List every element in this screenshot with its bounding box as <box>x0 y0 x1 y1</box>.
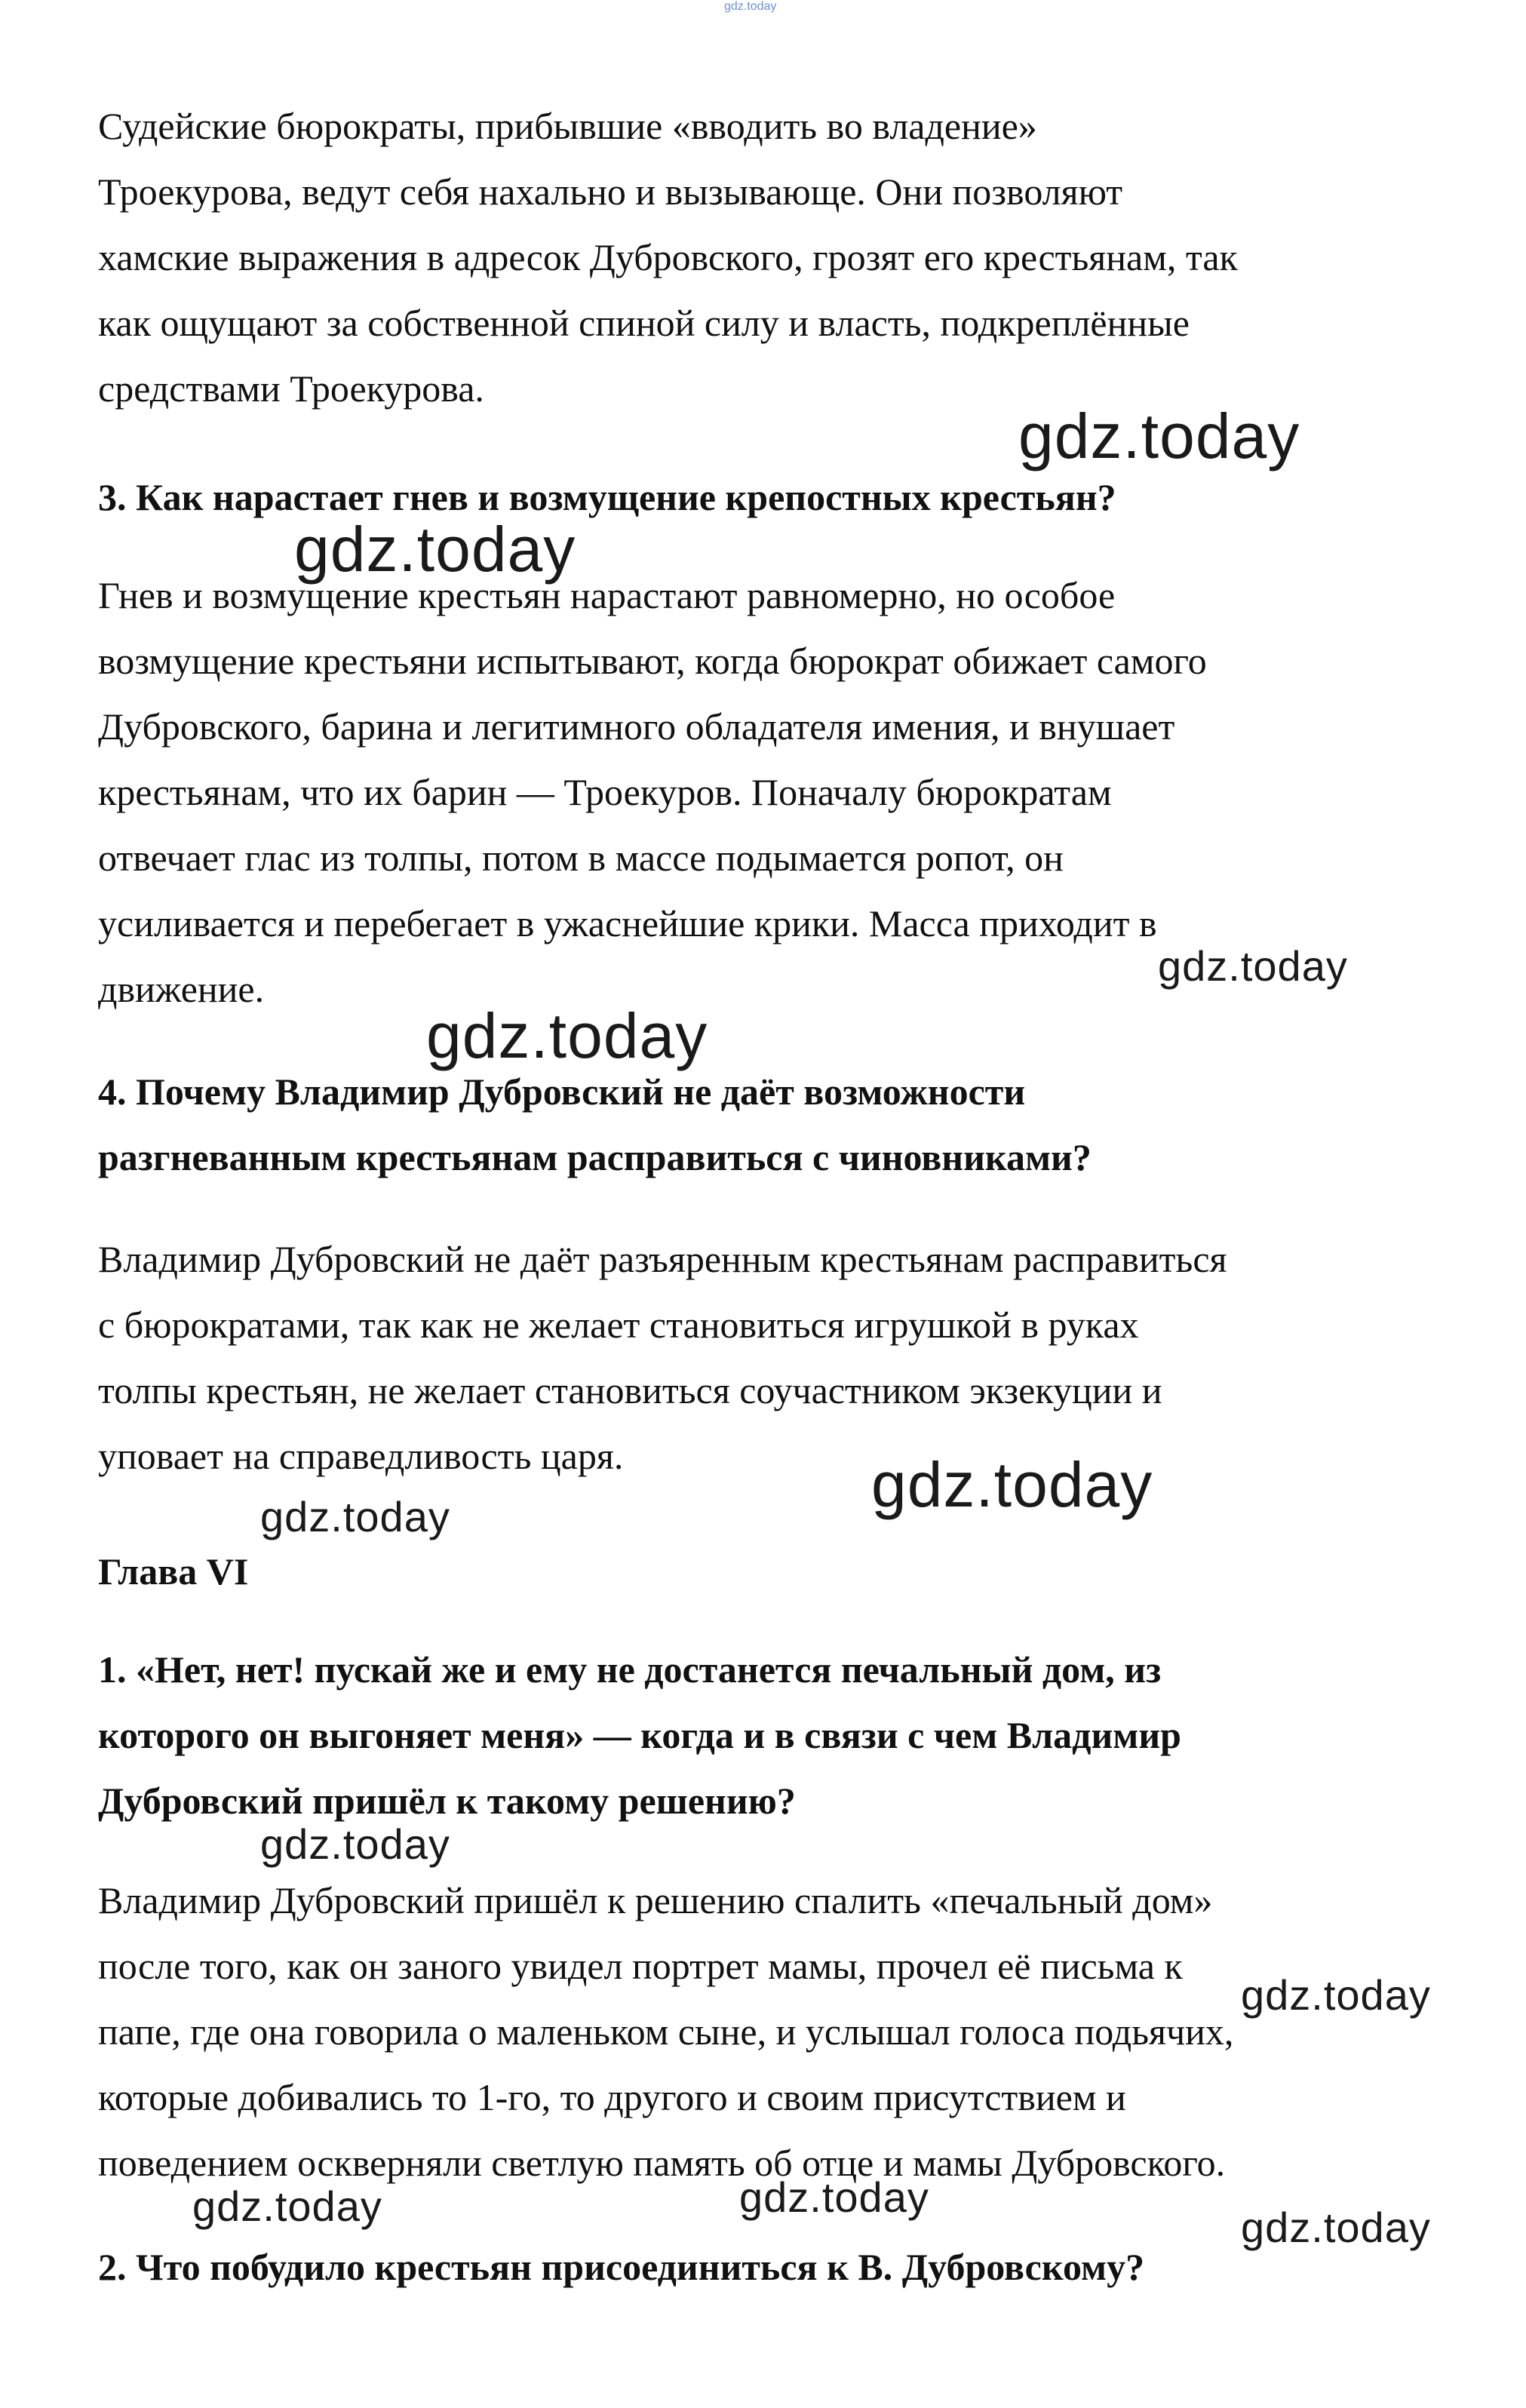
watermark: gdz.today <box>1018 401 1300 471</box>
text-line: толпы крестьян, не желает становиться соучастником экзекуции и <box>98 1369 1162 1411</box>
text-line: уповает на справедливость царя. <box>98 1435 624 1477</box>
answer-paragraph-bureaucrats <box>98 94 1456 422</box>
answer-6-1 <box>98 1868 1456 2196</box>
question-6-1 <box>98 1637 1456 1834</box>
text-line: с бюрократами, так как не желает становиться игрушкой в руках <box>98 1304 1139 1346</box>
text-line: Владимир Дубровский пришёл к решению спалить «печальный дом» <box>98 1879 1213 1921</box>
text-line: отвечает глас из толпы, потом в массе подымается ропот, он <box>98 837 1064 879</box>
text-line: которые добивались то 1-го, то другого и своим присутствием и <box>98 2076 1126 2118</box>
text-line: Дубровского, барина и легитимного обладателя имения, и внушает <box>98 705 1175 748</box>
question-line: 2. Что побудило крестьян присоединиться к В. Дубровскому? <box>98 2246 1145 2288</box>
question-line: Дубровский пришёл к такому решению? <box>98 1780 796 1822</box>
text-line: хамские выражения в адресок Дубровского, грозят его крестьянам, так <box>98 236 1238 278</box>
text-line: после того, как он заного увидел портрет мамы, прочел её письма к <box>98 1945 1183 1987</box>
watermark: gdz.today <box>192 2182 382 2230</box>
chapter-title: Глава VI <box>98 1550 249 1593</box>
text-line: средствами Троекурова. <box>98 367 484 410</box>
watermark: gdz.today <box>871 1449 1153 1520</box>
question-line: разгневанным крестьянам расправиться с чиновниками? <box>98 1136 1092 1178</box>
text-line: папе, где она говорила о маленьком сыне, и услышал голоса подьячих, <box>98 2010 1234 2053</box>
watermark: gdz.today <box>1158 942 1348 990</box>
watermark: gdz.today <box>426 1000 708 1071</box>
watermark: gdz.today <box>1241 1971 1431 2019</box>
site-mark: gdz.today <box>724 0 777 13</box>
question-line: 1. «Нет, нет! пускай же и ему не достанется печальный дом, из <box>98 1648 1162 1691</box>
question-line: 3. Как нарастает гнев и возмущение крепостных крестьян? <box>98 476 1116 518</box>
watermark: gdz.today <box>1241 2204 1431 2251</box>
text-line: усиливается и перебегает в ужаснейшие крики. Масса приходит в <box>98 902 1157 944</box>
question-line: 4. Почему Владимир Дубровский не даёт возможности <box>98 1070 1026 1113</box>
question-4 <box>98 1059 1456 1190</box>
text-line: движение. <box>98 968 265 1010</box>
watermark: gdz.today <box>260 1820 450 1868</box>
text-line: поведением оскверняли светлую память об отце и мамы Дубровского. <box>98 2142 1226 2184</box>
watermark: gdz.today <box>260 1493 450 1540</box>
question-line: которого он выгоняет меня» — когда и в связи с чем Владимир <box>98 1714 1181 1756</box>
text-line: крестьянам, что их барин — Троекуров. Поначалу бюрократам <box>98 771 1112 813</box>
text-line: Гнев и возмущение крестьян нарастают равномерно, но особое <box>98 574 1116 616</box>
text-line: Троекурова, ведут себя нахально и вызывающе. Они позволяют <box>98 170 1123 213</box>
text-line: Судейские бюрократы, прибывшие «вводить во владение» <box>98 105 1037 147</box>
text-line: возмущение крестьяни испытывают, когда бюрократ обижает самого <box>98 640 1207 682</box>
chapter-heading <box>98 1539 1456 1605</box>
text-line: как ощущают за собственной спиной силу и власть, подкреплённые <box>98 302 1190 344</box>
text-line: Владимир Дубровский не даёт разъяренным крестьянам расправиться <box>98 1238 1227 1280</box>
answer-4 <box>98 1227 1456 1489</box>
watermark: gdz.today <box>294 514 576 585</box>
watermark: gdz.today <box>739 2173 929 2221</box>
